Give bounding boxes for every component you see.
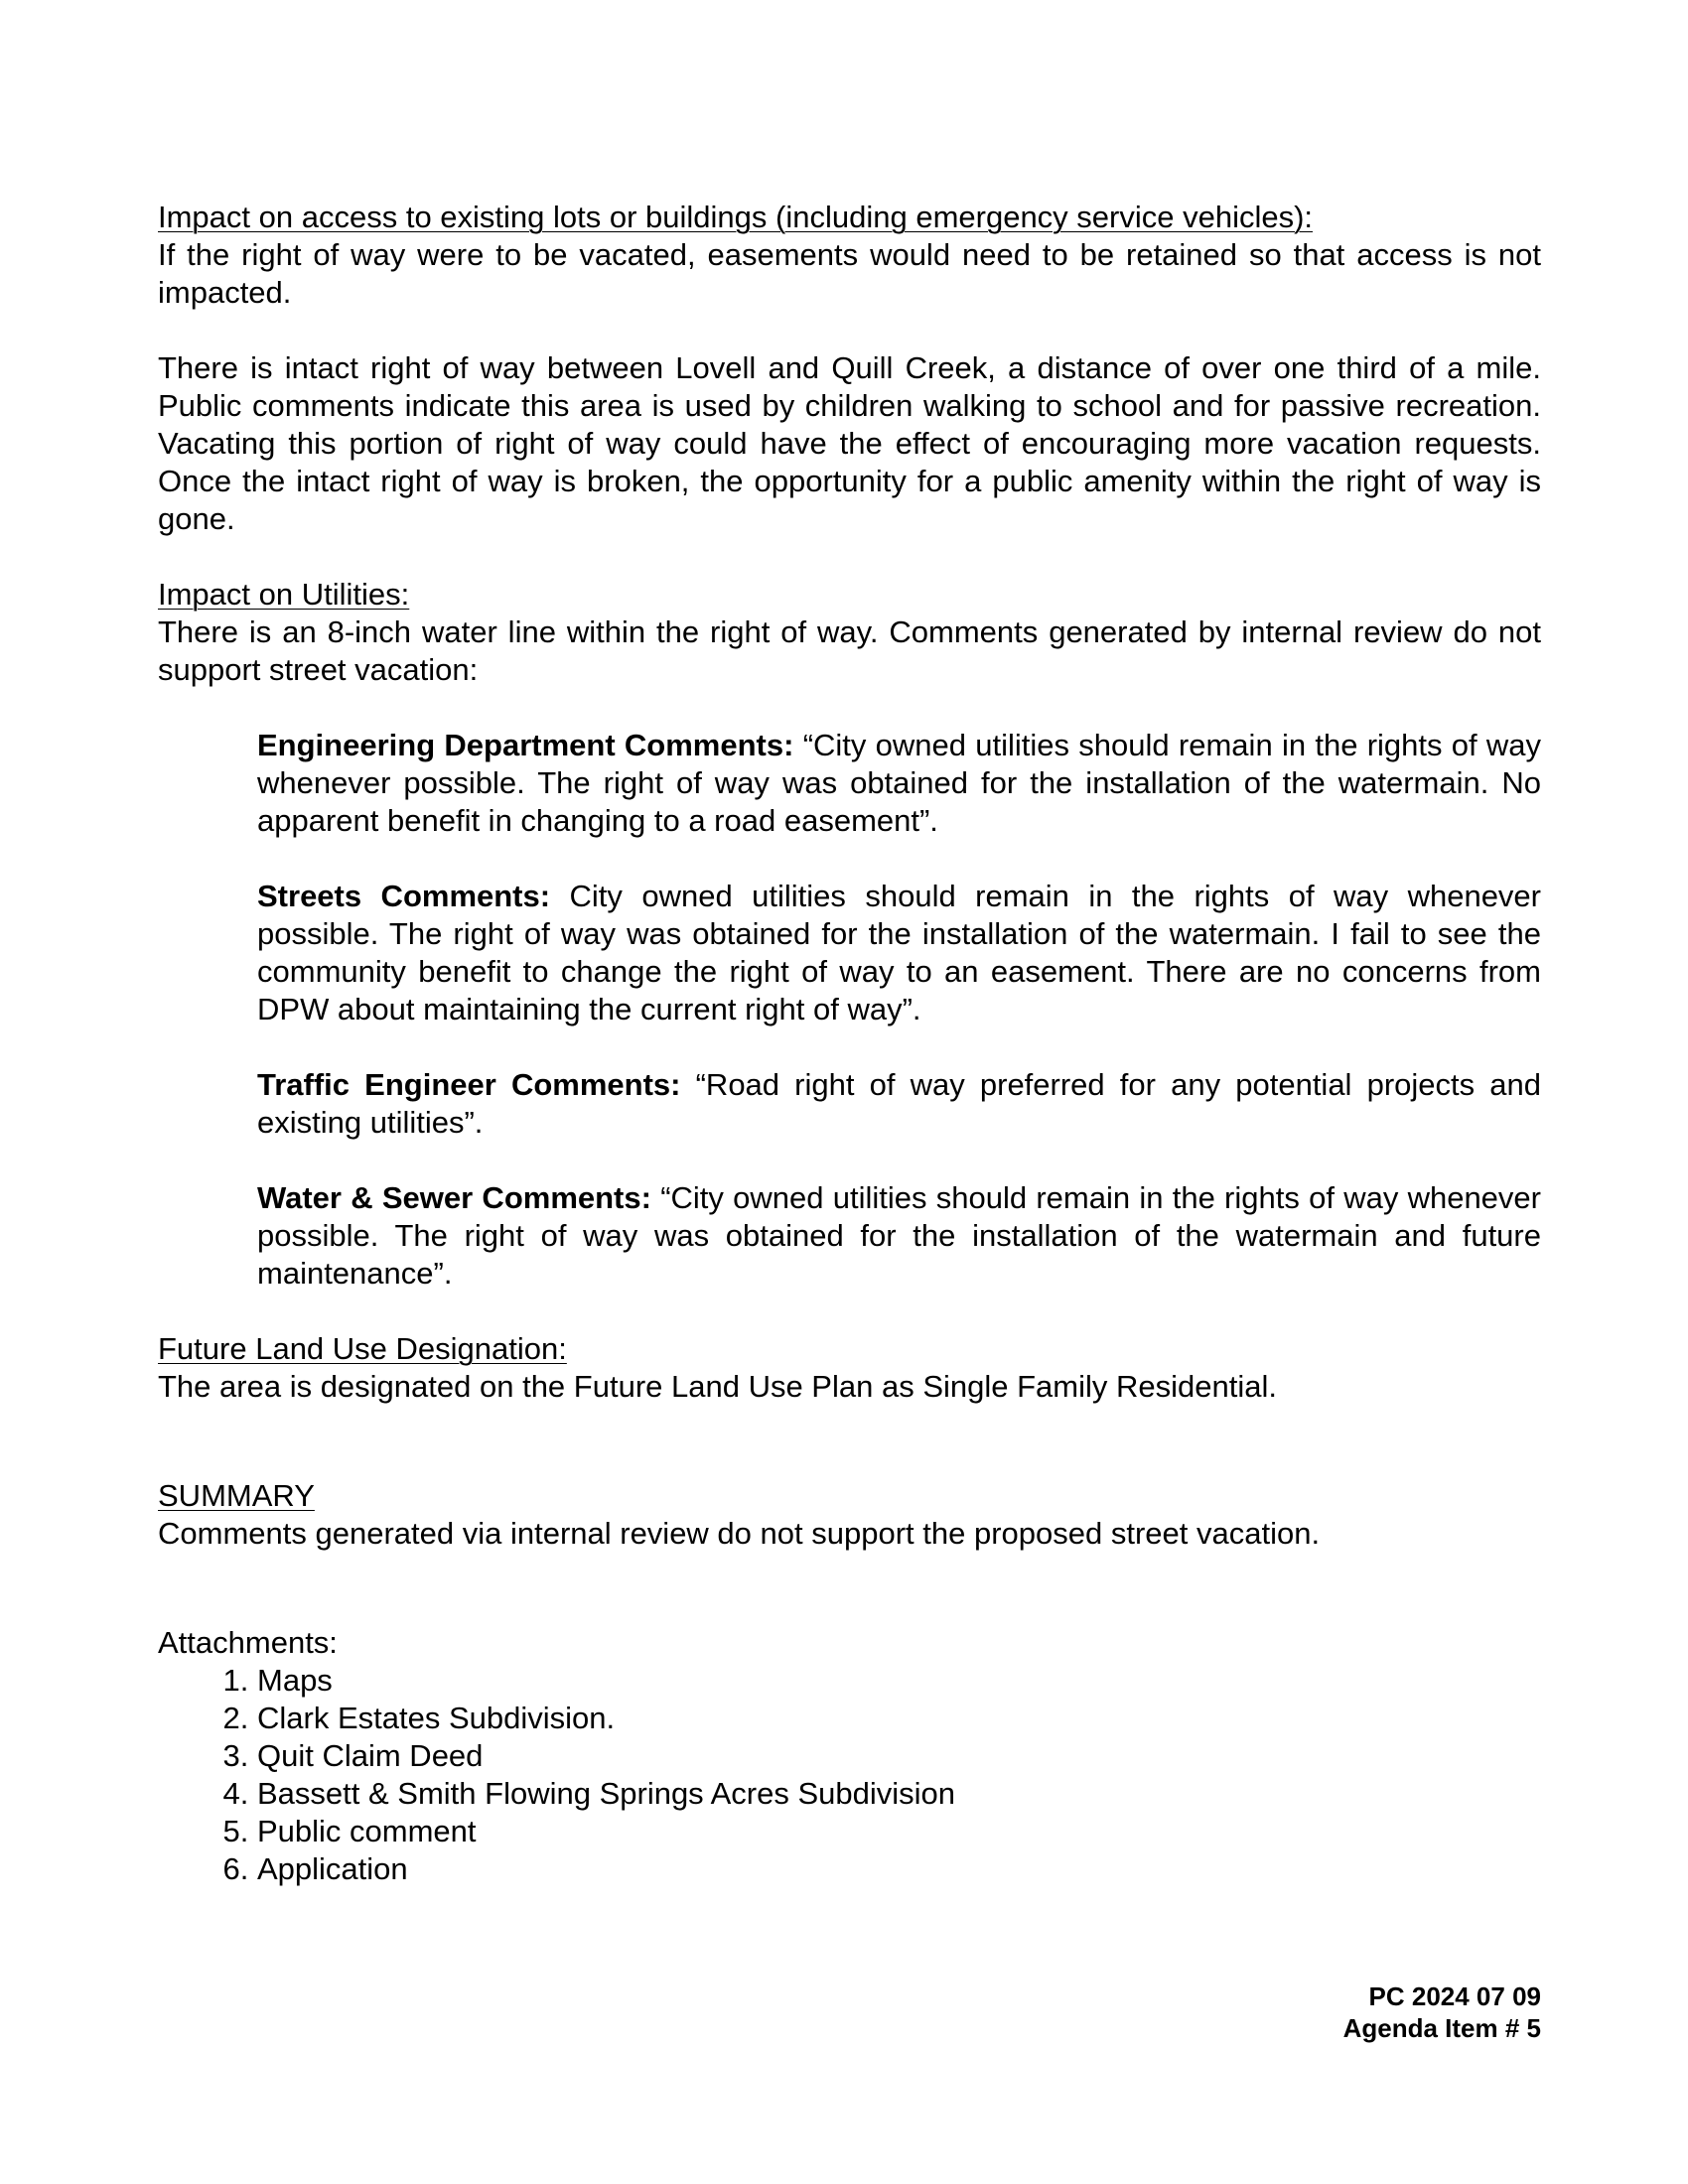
list-item: 6. Application <box>257 1850 1541 1888</box>
list-item: 3. Quit Claim Deed <box>257 1737 1541 1775</box>
comment-text: “City owned utilities should remain in the rights of way whenever possible. The right of way was obtained for the installation of the watermain. No apparent benefit in changing to a road easement”. <box>257 728 1542 838</box>
page-footer <box>1343 1980 1541 2044</box>
comment-label: Engineering Department Comments: <box>257 728 794 762</box>
streets-comments <box>257 878 1541 1028</box>
comment-label: Traffic Engineer Comments: <box>257 1067 681 1102</box>
water-sewer-comments <box>257 1179 1541 1293</box>
comment-label: Water & Sewer Comments: <box>257 1180 651 1215</box>
attachments-heading: Attachments: <box>158 1625 338 1660</box>
list-item: 5. Public comment <box>257 1813 1541 1850</box>
land-use-heading: Future Land Use Designation: <box>158 1331 567 1366</box>
access-paragraph-2: There is intact right of way between Lovell and Quill Creek, a distance of over one third of a mile. Public comments indicate this area is used by children walking to school and for passive recreation. Vacating this portion of right of way could have the effect of encouraging more vacation requests. Once the intact right of way is broken, the opportunity for a public amenity within the right of way is gone. <box>158 350 1541 536</box>
list-item: 2. Clark Estates Subdivision. <box>257 1700 1541 1737</box>
utilities-intro: There is an 8-inch water line within the right of way. Comments generated by internal review do not support street vacation: <box>158 614 1541 687</box>
summary-heading: SUMMARY <box>158 1478 315 1513</box>
list-item: 4. Bassett & Smith Flowing Springs Acres Subdivision <box>257 1775 1541 1813</box>
agenda-item: Agenda Item # 5 <box>1342 2013 1541 2043</box>
meeting-date: PC 2024 07 09 <box>1368 1981 1541 2011</box>
summary-text: Comments generated via internal review do not support the proposed street vacation. <box>158 1516 1321 1551</box>
comment-text: City owned utilities should remain in the rights of way whenever possible. The right of way was obtained for the installation of the watermain. I fail to see the community benefit to change the right of way to an easement. There are no concerns from DPW about maintaining the current right of way”. <box>257 879 1541 1026</box>
document-body <box>158 199 1541 1888</box>
attachments-list <box>158 1662 1541 1888</box>
access-paragraph-1: If the right of way were to be vacated, easements would need to be retained so that access is not impacted. <box>158 237 1541 310</box>
engineering-comments <box>257 727 1541 840</box>
land-use-text: The area is designated on the Future Land Use Plan as Single Family Residential. <box>158 1369 1277 1404</box>
access-heading: Impact on access to existing lots or buildings (including emergency service vehicles): <box>158 200 1314 234</box>
utilities-heading: Impact on Utilities: <box>158 577 410 612</box>
comment-text: “Road right of way preferred for any potential projects and existing utilities”. <box>257 1067 1541 1140</box>
list-item: 1. Maps <box>257 1662 1541 1700</box>
comment-label: Streets Comments: <box>257 879 551 913</box>
comment-text: “City owned utilities should remain in the rights of way whenever possible. The right of way was obtained for the installation of the watermain and future maintenance”. <box>257 1180 1541 1291</box>
traffic-engineer-comments <box>257 1066 1541 1142</box>
